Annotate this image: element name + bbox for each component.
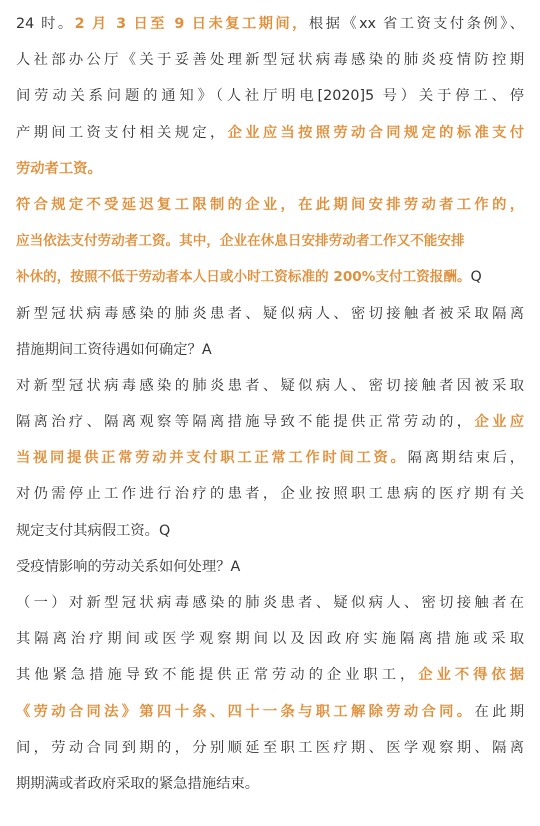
text-line	[16, 621, 524, 657]
highlight-segment: 补休的，按照不低于劳动者本人日或小时工资标准的 200%支付工资报酬。	[16, 269, 471, 286]
text-segment: 对仍需停止工作进行治疗的患者，企业按照职工患病的医疗期有关	[16, 486, 524, 503]
text-line	[16, 657, 524, 693]
text-line	[16, 223, 524, 259]
text-segment: 其隔离治疗期间或医学观察期间以及因政府实施隔离措施或采取	[16, 631, 524, 648]
text-line	[16, 368, 524, 404]
text-line	[16, 42, 524, 78]
text-line	[16, 730, 524, 766]
text-segment: 24 时。	[16, 16, 75, 32]
text-line	[16, 187, 524, 223]
text-line	[16, 259, 524, 295]
text-line	[16, 404, 524, 440]
text-segment: 间劳动关系问题的通知》（人社厅明电[2020]5 号）关于停工、停	[16, 88, 524, 105]
text-line	[16, 115, 524, 151]
text-line	[16, 549, 524, 585]
text-line	[16, 440, 524, 476]
text-segment: 对新型冠状病毒感染的肺炎患者、疑似病人、密切接触者因被采取	[16, 377, 524, 394]
highlight-segment: 劳动者工资。	[16, 160, 102, 177]
text-line	[16, 476, 524, 512]
text-segment: 其他紧急措施导致不能提供正常劳动的企业职工，	[16, 667, 419, 684]
text-segment: 新型冠状病毒感染的肺炎患者、疑似病人、密切接触者被采取隔离	[16, 305, 524, 322]
text-segment: （一）对新型冠状病毒感染的肺炎患者、疑似病人、密切接触者在	[16, 595, 524, 611]
text-line	[16, 513, 524, 549]
text-segment: 人社部办公厅《关于妥善处理新型冠状病毒感染的肺炎疫情防控期	[16, 52, 524, 69]
text-line	[16, 78, 524, 114]
text-line	[16, 6, 524, 42]
text-line	[16, 296, 524, 332]
highlight-segment: 《劳动合同法》第四十条、四十一条与职工解除劳动合同。	[16, 703, 475, 720]
highlight-segment: 2 月 3 日至 9 日未复工期间，	[74, 16, 309, 32]
text-segment: Q	[470, 269, 482, 286]
text-segment: 期期满或者政府采取的紧急措施结束。	[16, 775, 260, 792]
text-line	[16, 151, 524, 187]
text-segment: 规定支付其病假工资。Q	[16, 522, 171, 539]
text-segment: 产期间工资支付相关规定，	[16, 124, 228, 141]
text-line	[16, 332, 524, 368]
text-line	[16, 585, 524, 621]
text-line	[16, 694, 524, 730]
text-segment: 根据《xx 省工资支付条例》、	[308, 16, 524, 32]
text-segment: 隔离期结束后，	[407, 450, 524, 467]
highlight-segment: 符合规定不受延迟复工限制的企业，在此期间安排劳动者工作的，	[16, 196, 524, 213]
highlight-segment: 当视同提供正常劳动并支付职工正常工作时间工资。	[16, 450, 408, 467]
text-segment: 隔离治疗、隔离观察等隔离措施导致不能提供正常劳动的，	[16, 414, 475, 431]
text-segment: 间，劳动合同到期的，分别顺延至职工医疗期、医学观察期、隔离	[16, 739, 524, 756]
text-line	[16, 766, 524, 802]
text-segment: 在此期	[474, 703, 524, 720]
text-segment: 措施期间工资待遇如何确定？A	[16, 341, 212, 358]
highlight-segment: 应当依法支付劳动者工资。其中，企业在休息日安排劳动者工作又不能安排	[16, 233, 465, 250]
highlight-segment: 企业应当按照劳动合同规定的标准支付	[227, 124, 524, 141]
highlight-segment: 企业应	[474, 414, 524, 431]
highlight-segment: 企业不得依据	[418, 667, 524, 684]
text-segment: 受疫情影响的劳动关系如何处理？A	[16, 558, 241, 575]
